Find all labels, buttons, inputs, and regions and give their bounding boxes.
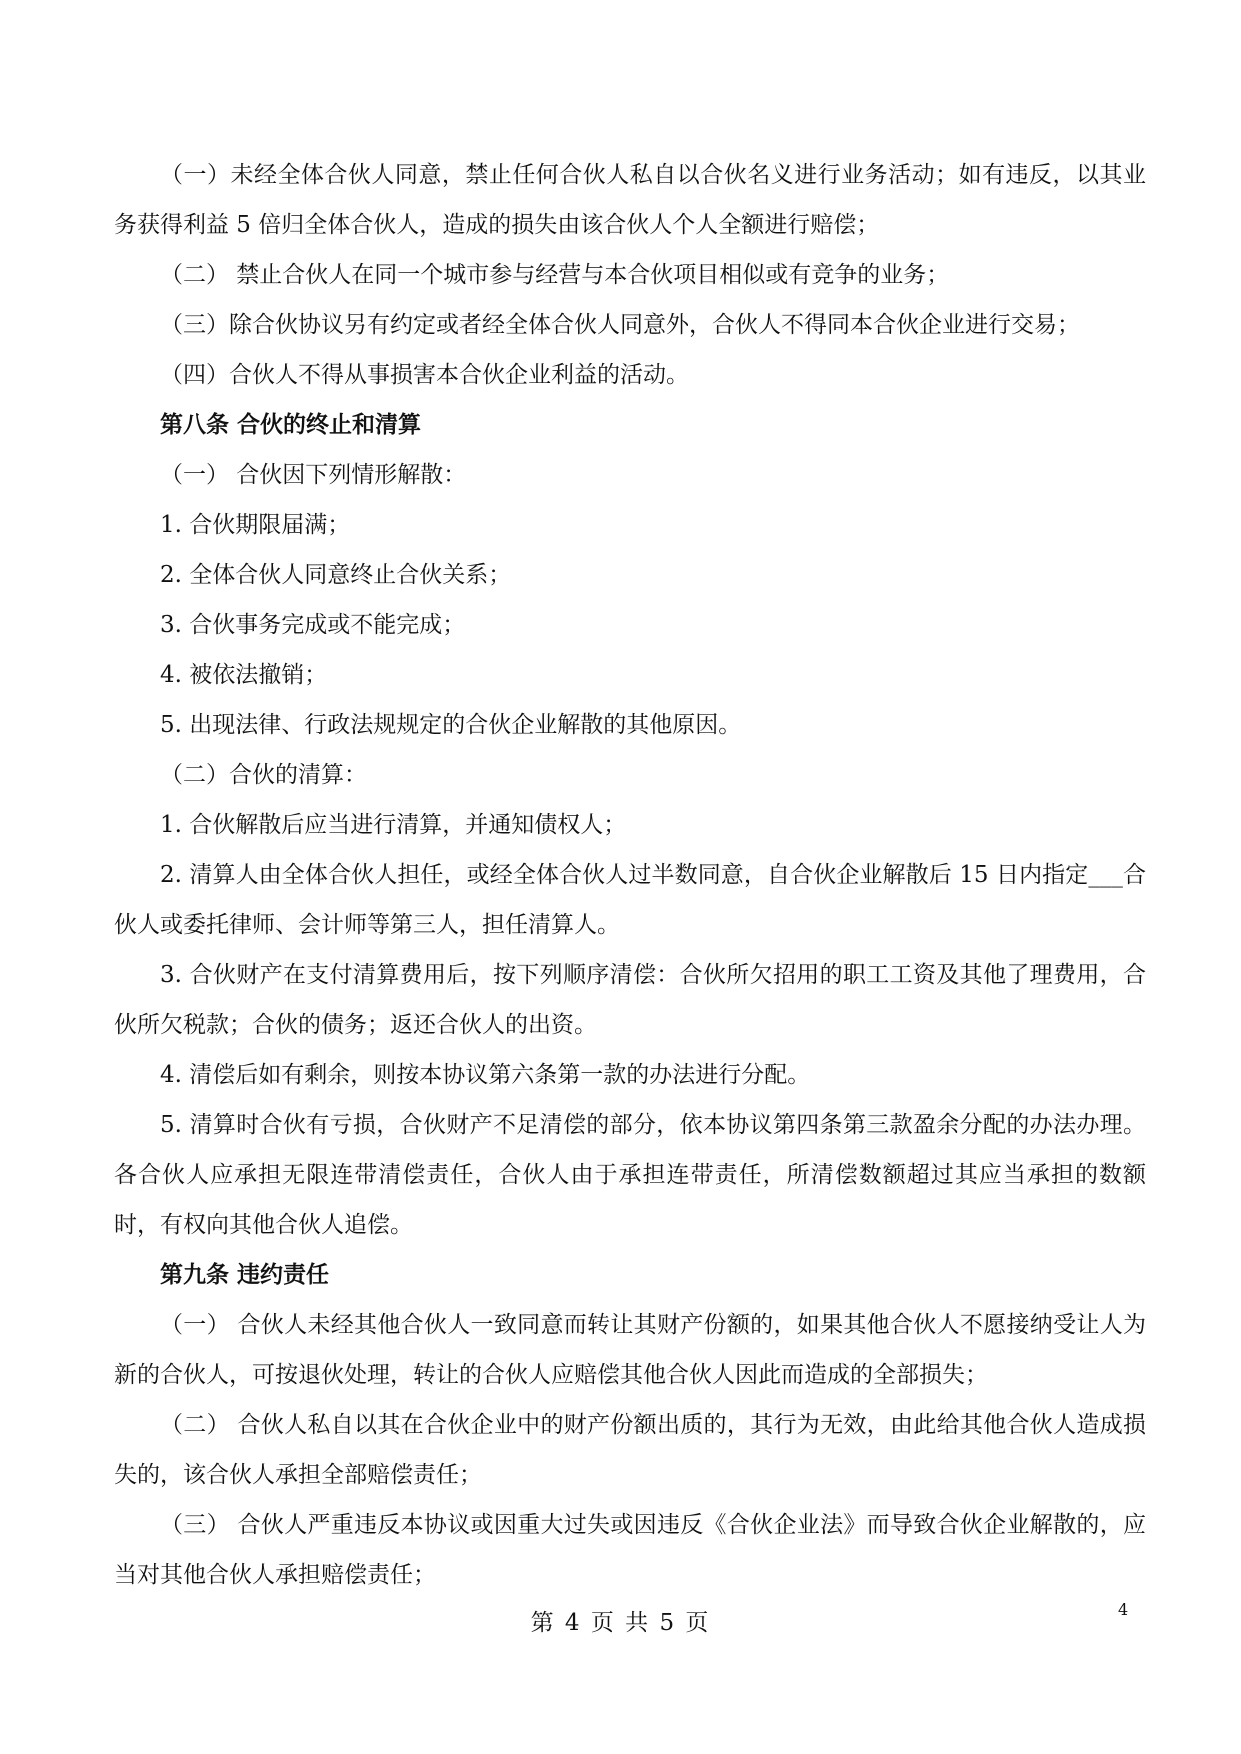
liability-item-2: （二） 合伙人私自以其在合伙企业中的财产份额出质的，其行为无效，由此给其他合伙人造成损失的，该合伙人承担全部赔偿责任； <box>114 1412 1146 1488</box>
dissolution-item-1: 1. 合伙期限届满； <box>160 512 351 538</box>
dissolution-item-3: 3. 合伙事务完成或不能完成； <box>160 612 466 638</box>
document-body <box>114 150 1146 1600</box>
section-heading-article-8: 第八条 合伙的终止和清算 <box>160 412 422 438</box>
dissolution-item-4: 4. 被依法撤销； <box>160 662 328 688</box>
liquidation-item-5: 5. 清算时合伙有亏损，合伙财产不足清偿的部分，依本协议第四条第三款盈余分配的办法办理。各合伙人应承担无限连带清偿责任，合伙人由于承担连带责任，所清偿数额超过其应当承担的数额时，有权向其他合伙人追偿。 <box>114 1112 1146 1238</box>
liquidation-item-4: 4. 清偿后如有剩余，则按本协议第六条第一款的办法进行分配。 <box>160 1062 811 1088</box>
clause-7-item-1: （一）未经全体合伙人同意，禁止任何合伙人私自以合伙名义进行业务活动；如有违反，以其业务获得利益 5 倍归全体合伙人，造成的损失由该合伙人个人全额进行赔偿； <box>114 162 1146 238</box>
clause-7-item-4: （四）合伙人不得从事损害本合伙企业利益的活动。 <box>160 362 689 388</box>
dissolution-item-5: 5. 出现法律、行政法规规定的合伙企业解散的其他原因。 <box>160 712 742 738</box>
clause-7-item-2: （二） 禁止合伙人在同一个城市参与经营与本合伙项目相似或有竞争的业务； <box>160 262 950 288</box>
liquidation-intro: （二）合伙的清算： <box>160 762 367 788</box>
clause-7-item-3: （三）除合伙协议另有约定或者经全体合伙人同意外，合伙人不得同本合伙企业进行交易； <box>160 312 1080 338</box>
liquidation-item-3: 3. 合伙财产在支付清算费用后，按下列顺序清偿：合伙所欠招用的职工工资及其他了理费用，合伙所欠税款；合伙的债务；返还合伙人的出资。 <box>114 962 1146 1038</box>
liquidation-item-1: 1. 合伙解散后应当进行清算，并通知债权人； <box>160 812 627 838</box>
section-heading-article-9: 第九条 违约责任 <box>160 1262 330 1288</box>
page-footer-label: 第 4 页 共 5 页 <box>530 1610 711 1636</box>
liability-item-3: （三） 合伙人严重违反本协议或因重大过失或因违反《合伙企业法》而导致合伙企业解散的，应当对其他合伙人承担赔偿责任； <box>114 1512 1146 1588</box>
dissolution-intro: （一） 合伙因下列情形解散： <box>160 462 467 488</box>
dissolution-item-2: 2. 全体合伙人同意终止合伙关系； <box>160 562 512 588</box>
page-number: 4 <box>1118 1600 1129 1619</box>
liquidation-item-2: 2. 清算人由全体合伙人担任，或经全体合伙人过半数同意，自合伙企业解散后 15 日内指定___合伙人或委托律师、会计师等第三人，担任清算人。 <box>114 862 1146 938</box>
liability-item-1: （一） 合伙人未经其他合伙人一致同意而转让其财产份额的，如果其他合伙人不愿接纳受让人为新的合伙人，可按退伙处理，转让的合伙人应赔偿其他合伙人因此而造成的全部损失； <box>114 1312 1146 1388</box>
